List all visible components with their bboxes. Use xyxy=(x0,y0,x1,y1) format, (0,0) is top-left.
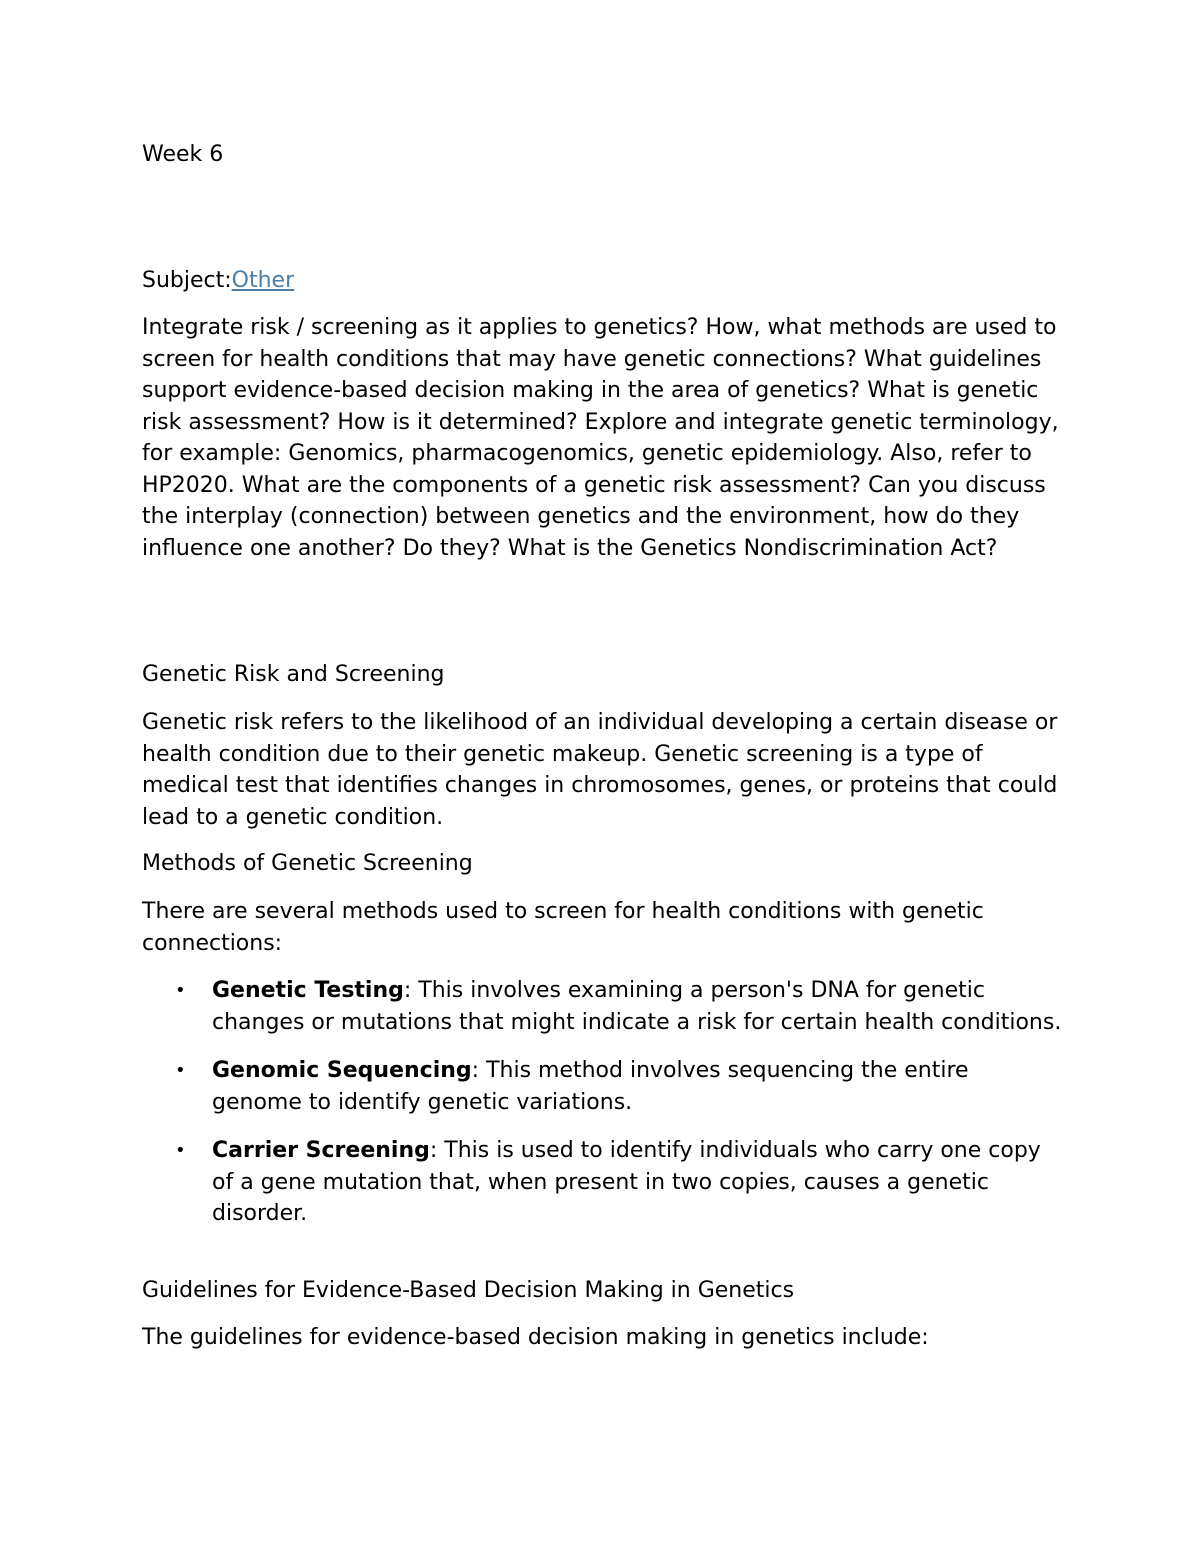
bullet-icon: • xyxy=(175,980,186,1001)
genetic-risk-paragraph: Genetic risk refers to the likelihood of an individual developing a certain disease or health condition due to their genetic makeup. Genetic screening is a type of medical test that identifies changes in chromosomes, genes, or proteins that could lead to a genetic condition. xyxy=(142,710,1058,830)
section-heading-methods: Methods of Genetic Screening xyxy=(142,851,473,876)
list-item xyxy=(142,1135,1062,1230)
subject-line xyxy=(142,265,1062,297)
list-item xyxy=(142,975,1062,1038)
subject-label: Subject: xyxy=(142,268,232,293)
list-item-term: Carrier Screening xyxy=(212,1138,430,1163)
list-item-term: Genetic Testing xyxy=(212,978,404,1003)
list-item-text: : This involves examining a person's DNA for genetic changes or mutations that might indicate a risk for certain health conditions. xyxy=(212,978,1062,1035)
list-item-term: Genomic Sequencing xyxy=(212,1058,472,1083)
methods-intro-paragraph: There are several methods used to screen for health conditions with genetic connections: xyxy=(142,899,984,956)
bullet-icon: • xyxy=(175,1060,186,1081)
guidelines-intro-paragraph: The guidelines for evidence-based decision making in genetics include: xyxy=(142,1325,929,1350)
section-heading-guidelines: Guidelines for Evidence-Based Decision Making in Genetics xyxy=(142,1278,795,1303)
subject-link[interactable]: Other xyxy=(231,268,295,293)
prompt-paragraph: Integrate risk / screening as it applies to genetics? How, what methods are used to screen for health conditions that may have genetic connections? What guidelines support evidence-based decision making in the area of genetics? What is genetic risk assessment? How is it determined? Explore and integrate genetic terminology, for example: Genomics, pharmacogenomics, genetic epidemiology. Also, refer to HP2020. What are the components of a genetic risk assessment? Can you discuss the interplay (connection) between genetics and the environment, how do they influence one another? Do they? What is the Genetics Nondiscrimination Act? xyxy=(142,315,1059,561)
bullet-icon: • xyxy=(175,1140,186,1161)
section-heading-genetic-risk: Genetic Risk and Screening xyxy=(142,662,445,687)
list-item xyxy=(142,1055,1062,1118)
list-item-text: : This is used to identify individuals who carry one copy of a gene mutation that, when present in two copies, causes a genetic disorder. xyxy=(212,1138,1041,1226)
list-item-text: : This method involves sequencing the entire genome to identify genetic variations. xyxy=(212,1058,969,1115)
week-title: Week 6 xyxy=(142,142,224,167)
methods-list xyxy=(142,975,1062,1247)
